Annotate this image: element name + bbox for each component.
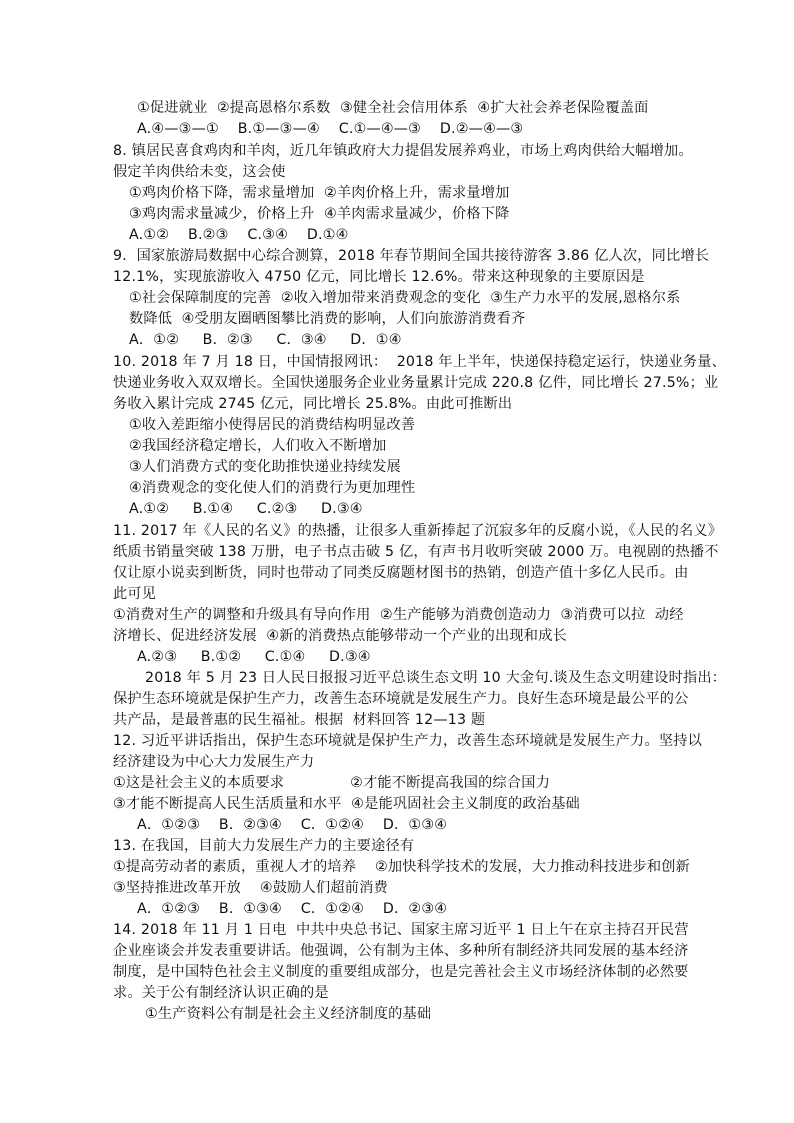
text-line: 纸质书销量突破 138 万册，电子书点击破 5 亿，有声书月收听突破 2000 万。电视剧的热播不 — [113, 544, 719, 560]
text-line: 2018 年 5 月 23 日人民日报报习近平总谈生态文明 10 大金句.谈及生态文明建设时指出： — [145, 670, 727, 686]
text-line: ①提高劳动者的素质，重视人才的培养 ②加快科学技术的发展，大力推动科技进步和创新 — [113, 859, 691, 875]
text-line: ③人们消费方式的变化助推快递业持续发展 — [129, 459, 401, 475]
text-line: 仅让原小说卖到断货，同时也带动了同类反腐题材图书的热销，创造产值十多亿人民币。由 — [113, 565, 689, 581]
text-line: A．①② B．②③ C．③④ D．①④ — [129, 332, 402, 348]
text-line: 经济建设为中心大力发展生产力 — [113, 754, 315, 770]
text-line: 9．国家旅游局数据中心综合测算，2018 年春节期间全国共接待游客 3.86 亿人次，同比增长 — [113, 248, 710, 264]
text-line: ①消费对生产的调整和升级具有导向作用 ②生产能够为消费创造动力 ③消费可以拉 动经 — [113, 607, 684, 623]
text-line: 保护生态环境就是保护生产力，改善生态环境就是发展生产力。良好生态环境是最公平的公 — [113, 691, 689, 707]
text-line: A．①②③ B．②③④ C．①②④ D．①③④ — [137, 817, 448, 833]
text-line: 务收入累计完成 2745 亿元，同比增长 25.8%。由此可推断出 — [113, 396, 513, 412]
text-line: A．①②③ B．①③④ C．①②④ D．②③④ — [137, 901, 448, 917]
text-line: A.①② B.①④ C.②③ D.③④ — [129, 501, 363, 517]
text-line: 济增长、促进经济发展 ④新的消费热点能够带动一个产业的出现和成长 — [113, 628, 567, 644]
text-line: 8. 镇居民喜食鸡肉和羊肉，近几年镇政府大力提倡发展养鸡业，市场上鸡肉供给大幅增加。 — [113, 143, 693, 159]
text-line: ①社会保障制度的完善 ②收入增加带来消费观念的变化 ③生产力水平的发展,恩格尔系 — [129, 290, 681, 306]
text-line: 制度，是中国特色社会主义制度的重要组成部分，也是完善社会主义市场经济体制的必然要 — [113, 964, 689, 980]
text-line: ①收入差距缩小使得居民的消费结构明显改善 — [129, 417, 416, 433]
text-line: 12. 习近平讲话指出，保护生态环境就是保护生产力，改善生态环境就是发展生产力。坚持以 — [113, 733, 702, 749]
text-line: 数降低 ④受朋友圈晒图攀比消费的影响，人们向旅游消费看齐 — [129, 311, 526, 327]
text-line: ①鸡肉价格下降，需求量增加 ②羊肉价格上升，需求量增加 — [129, 185, 510, 201]
text-line: 快递业务收入双双增长。全国快递服务企业业务量累计完成 220.8 亿件，同比增长 27.5%；业 — [113, 375, 719, 391]
text-line: 14. 2018 年 11 月 1 日电 中共中央总书记、国家主席习近平 1 日上午在京主持召开民营 — [113, 922, 689, 938]
text-line: A.①② B.②③ C.③④ D.①④ — [129, 227, 349, 243]
text-line: 求。关于公有制经济认识正确的是 — [113, 985, 329, 1001]
text-line: ①这是社会主义的本质要求 ②才能不断提高我国的综合国力 — [113, 775, 551, 791]
text-line: 假定羊肉供给未变，这会使 — [113, 164, 286, 180]
text-line: 11. 2017 年《人民的名义》的热播，让很多人重新捧起了沉寂多年的反腐小说，《人民的名义》 — [113, 523, 723, 539]
text-line: ①促进就业 ②提高恩格尔系数 ③健全社会信用体系 ④扩大社会养老保险覆盖面 — [137, 100, 649, 116]
text-line: A.②③ B.①② C.①④ D.③④ — [137, 649, 371, 665]
text-line: 12.1%，实现旅游收入 4750 亿元，同比增长 12.6%。带来这种现象的主要原因是 — [113, 269, 645, 285]
text-line: 共产品，是最普惠的民生福祉。根据 材料回答 12—13 题 — [113, 712, 486, 728]
text-line: 此可见 — [113, 586, 157, 602]
text-line: ③才能不断提高人民生活质量和水平 ④是能巩固社会主义制度的政治基础 — [113, 796, 580, 812]
text-line: ④消费观念的变化使人们的消费行为更加理性 — [129, 480, 416, 496]
text-line: 13. 在我国，目前大力发展生产力的主要途径有 — [113, 838, 415, 854]
text-line: ①生产资料公有制是社会主义经济制度的基础 — [145, 1006, 432, 1022]
text-line: ②我国经济稳定增长，人们收入不断增加 — [129, 438, 387, 454]
text-line: ③坚持推进改革开放 ④鼓励人们超前消费 — [113, 880, 388, 896]
text-line: 10. 2018 年 7 月 18 日，中国情报网讯： 2018 年上半年，快递保持稳定运行，快递业务量、 — [113, 354, 727, 370]
text-line: ③鸡肉需求量减少，价格上升 ④羊肉需求量减少，价格下降 — [129, 206, 510, 222]
text-line: 企业座谈会并发表重要讲话。他强调，公有制为主体、多种所有制经济共同发展的基本经济 — [113, 943, 689, 959]
text-line: A.④—③—① B.①—③—④ C.①—④—③ D.②—④—③ — [137, 121, 524, 137]
